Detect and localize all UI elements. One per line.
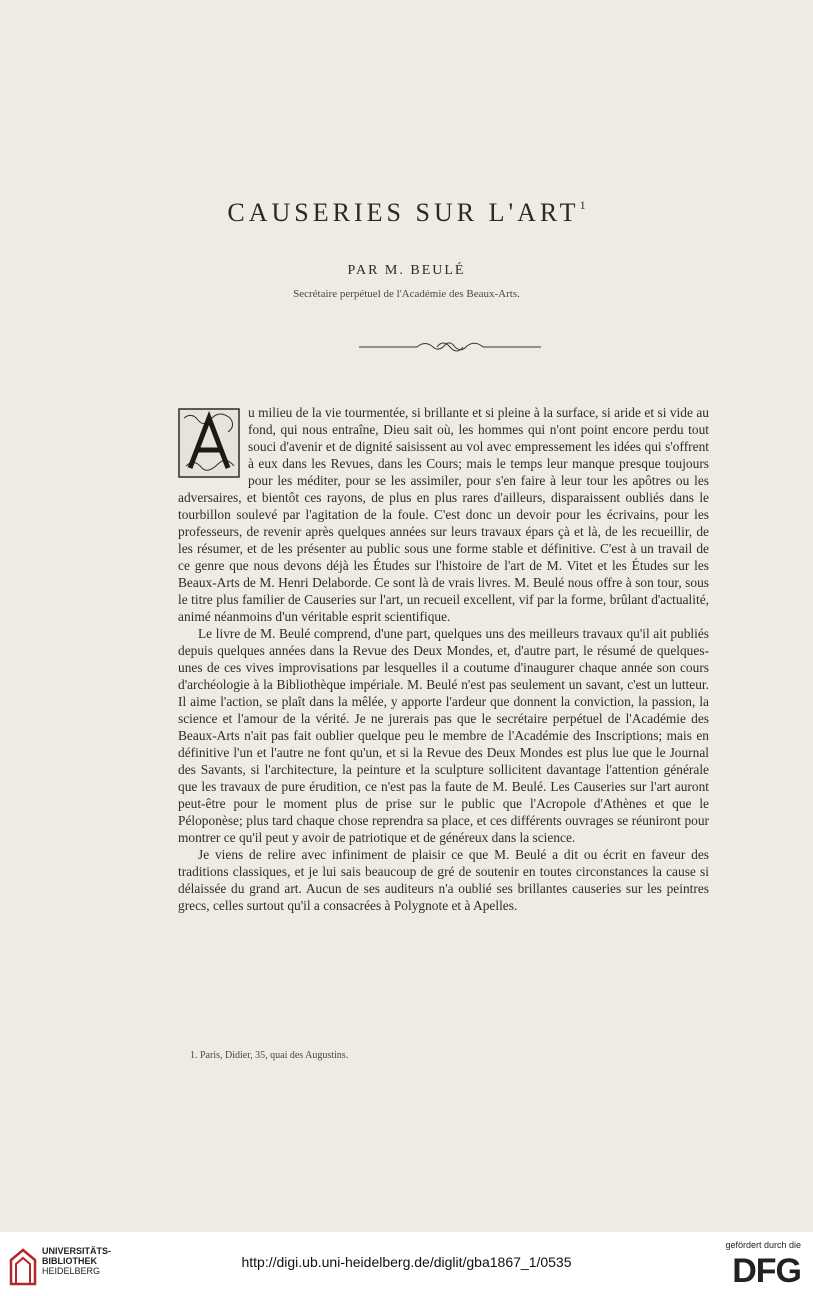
- paragraph-1: u milieu de la vie tourmentée, si brillante et si pleine à la surface, si aride et si vide au fond, qui nous entraîne, Dieu sait où, les hommes qui n'ont point encore perdu tout souci d'avenir et de dignité saisissent au vol avec empressement les idées qui s'offrent à eux dans les Revues, dans les Cours; mais le temps leur manque presque toujours pour les méditer, pour se les assimiler, pour s'en faire à leur tour les apôtres ou les adversaires, et bientôt ces rayons, de plus en plus rares d'ailleurs, disparaissent oubliés dans le tourbillon soulevé par l'agitation de la foule. C'est donc un devoir pour les écrivains, pour les professeurs, de revenir après quelques années sur leurs travaux épars çà et là, de les recueillir, de les résumer, et de les présenter au public sous une forme stable et définitive. C'est à un travail de ce genre que nous devons déjà les Études sur l'histoire de l'art de M. Vitet et les Études sur les Beaux-Arts de M. Henri Delaborde. Ce sont là de vrais livres. M. Beulé nous offre à son tour, sous le titre plus familier de Causeries sur l'art, un recueil excellent, vif par la forme, brûlant d'actualité, animé néanmoins d'un véritable esprit scientifique.: [178, 405, 709, 624]
- paragraph-2: Le livre de M. Beulé comprend, d'une part, quelques uns des meilleurs travaux qu'il ait publiés depuis quelques années dans la Revue des Deux Mondes, et, d'autre part, le résumé de quelques-unes de ces vives improvisations par lesquelles il a coutume d'inaugurer chaque année son cours d'archéologie à la Bibliothèque impériale. M. Beulé n'est pas seulement un savant, c'est un lutteur. Il aime l'action, se plaît dans la mêlée, y apporte l'ardeur que donnent la conviction, la passion, la science et l'amour de la vérité. Je ne jurerais pas que le secrétaire perpétuel de l'Académie des Beaux-Arts n'ait pas fait oublier quelque peu le membre de l'Académie des Inscriptions; mais en définitive l'un et l'autre ne font qu'un, et si la Revue des Deux Mondes est plus lue que le Journal des Savants, si l'architecture, la peinture et la sculpture sollicitent davantage l'attention générale que les travaux de pure érudition, ce n'est pas la faute de M. Beulé. Les Causeries sur l'art auront peut-être pour le moment plus de prise sur le public que l'Acropole d'Athènes et que le Péloponèse; plus tard chaque chose reprendra sa place, et ces différents ouvrages se réuniront pour montrer ce qu'il peut y avoir de patriotique et de généreux dans la science.: [178, 626, 709, 845]
- paragraph-3: Je viens de relire avec infiniment de plaisir ce que M. Beulé a dit ou écrit en faveur des traditions classiques, et je lui sais beaucoup de gré de soutenir en toutes circonstances la cause si délaissée du grand art. Aucun de ses auditeurs n'a oublié ses brillantes causeries sur les peintres grecs, celles surtout qu'il a consacrées à Polygnote et à Apelles.: [178, 847, 709, 913]
- article-title: CAUSERIES SUR L'ART$^1$: [227, 198, 586, 227]
- permalink-url[interactable]: http://digi.ub.uni-heidelberg.de/diglit/gba1867_1/0535: [241, 1254, 572, 1270]
- title-footnote-marker: 1: [579, 198, 586, 212]
- article-body: [178, 404, 709, 914]
- author-affiliation: Secrétaire perpétuel de l'Académie des Beaux-Arts.: [293, 288, 520, 300]
- dropcap-letter-a-icon: [178, 408, 240, 478]
- dfg-logo: DFG: [732, 1252, 801, 1290]
- footnote: 1. Paris, Didier, 35, quai des Augustins.: [190, 1050, 349, 1061]
- viewer-footer: [0, 1232, 813, 1296]
- author-byline: PAR M. BEULÉ: [347, 263, 466, 278]
- library-name: UNIVERSITÄTS- BIBLIOTHEK HEIDELBERG: [42, 1246, 112, 1276]
- sponsor-caption: gefördert durch die: [725, 1240, 801, 1250]
- ornament-divider-icon: [357, 336, 543, 358]
